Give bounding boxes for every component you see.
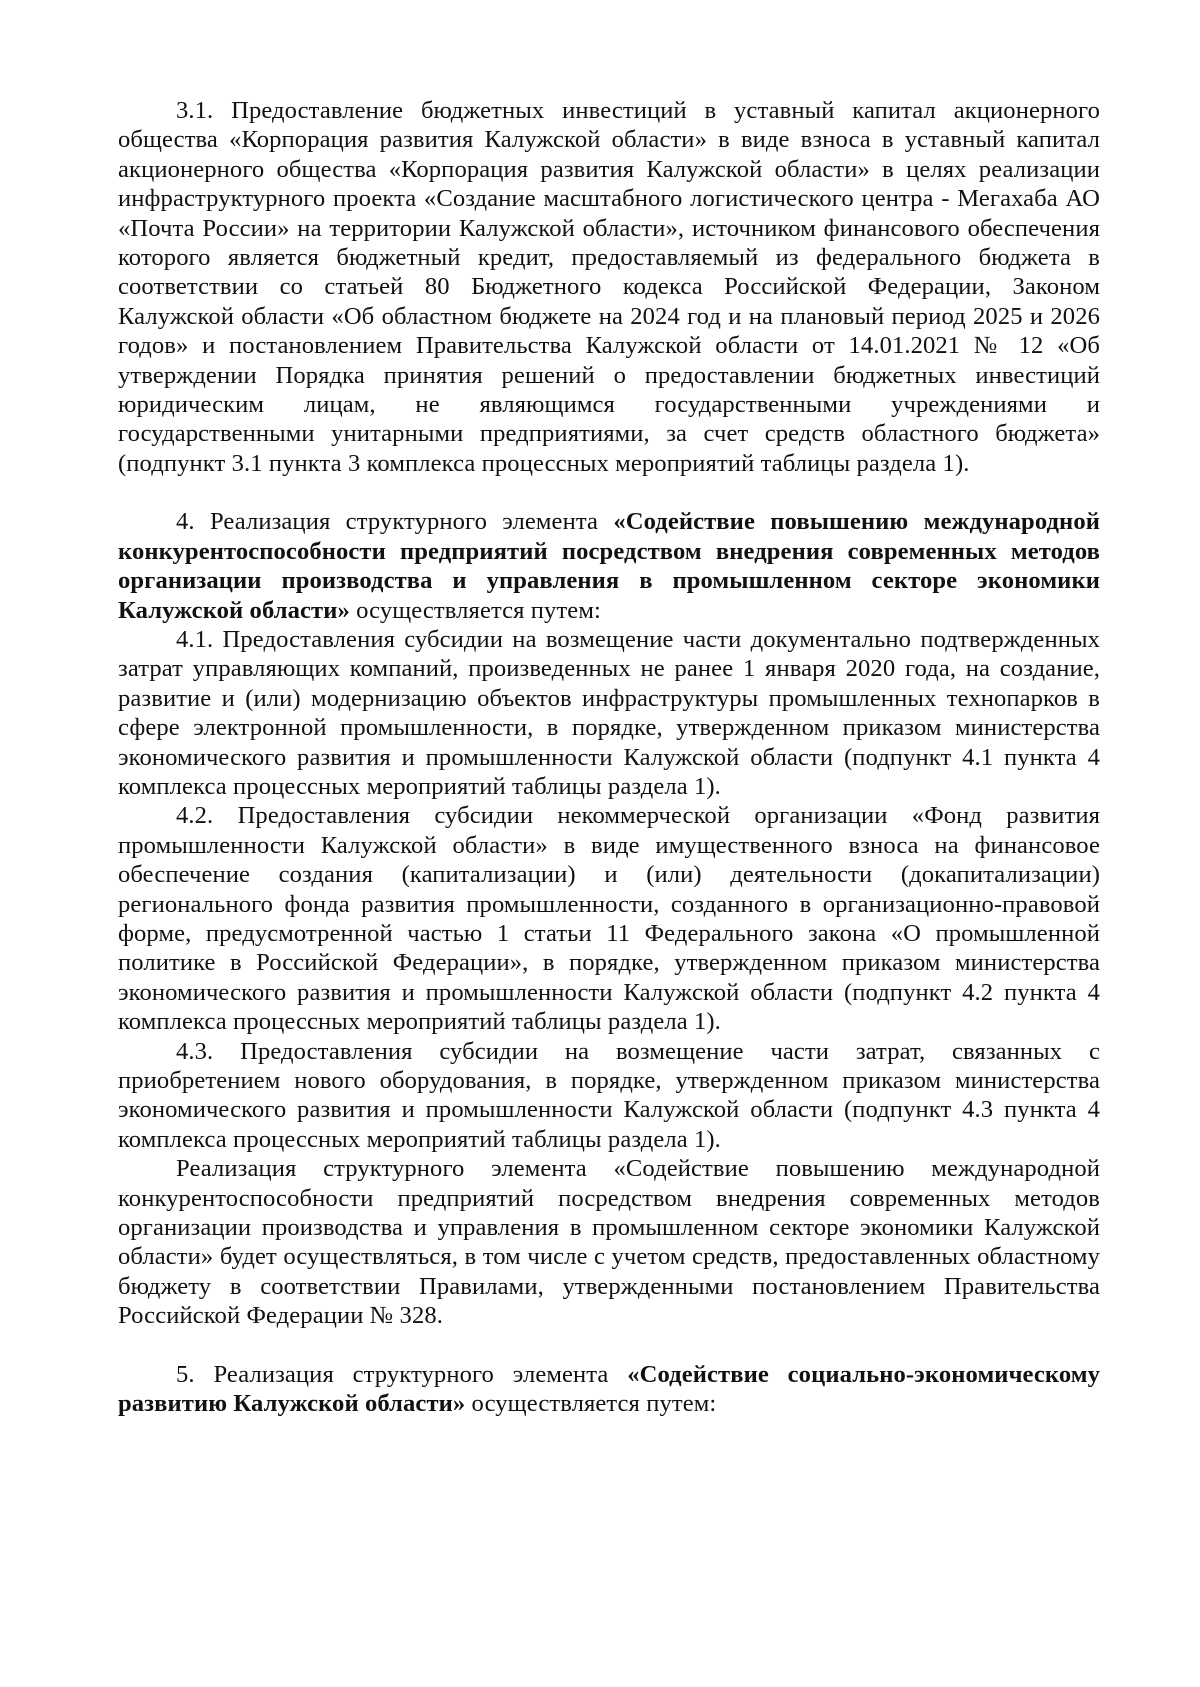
paragraph-3-1: 3.1. Предоставление бюджетных инвестиций в уставный капитал акционерного общества «Корпорация развития Калужской области» в виде взноса в уставный капитал акционерного общества «Корпорация развития Калужской области» в целях реализации инфраструктурного проекта «Создание масштабного логистического центра - Мегахаба АО «Почта России» на территории Калужской области», источником финансового обеспечения которого является бюджетный кредит, предоставляемый из федерального бюджета в соответствии со статьей 80 Бюджетного кодекса Российской Федерации, Законом Калужской области «Об областном бюджете на 2024 год и на плановый период 2025 и 2026 годов» и постановлением Правительства Калужской области от 14.01.2021 № 12 «Об утверждении Порядка принятия решений о предоставлении бюджетных инвестиций юридическим лицам, не являющимся государственными учреждениями и государственными унитарными предприятиями, за счет средств областного бюджета» (подпункт 3.1 пункта 3 комплекса процессных мероприятий таблицы раздела 1). <box>118 97 1100 477</box>
section-5-tail: осуществляется путем: <box>465 1390 717 1418</box>
section-5-title: «Содействие социально-экономическому развитию Калужской области» <box>118 1360 1101 1418</box>
section-4-title: «Содействие повышению международной конкурентоспособности предприятий посредством внедрения современных методов организации производства и управления в промышленном секторе экономики Калужской области» <box>118 508 1100 624</box>
paragraph-4-3: 4.3. Предоставления субсидии на возмещение части затрат, связанных с приобретением нового оборудования, в порядке, утвержденном приказом министерства экономического развития и промышленности Калужской области (подпункт 4.3 пункта 4 комплекса процессных мероприятий таблицы раздела 1). <box>118 1037 1100 1153</box>
paragraph-4-note: Реализация структурного элемента «Содействие повышению международной конкурентоспособности предприятий посредством внедрения современных методов организации производства и управления в промышленном секторе экономики Калужской области» будет осуществляться, в том числе с учетом средств, предоставленных областному бюджету в соответствии Правилами, утвержденными постановлением Правительства Российской Федерации № 328. <box>118 1155 1100 1330</box>
section-5-number: 5. <box>176 1360 195 1388</box>
paragraph-4-2: 4.2. Предоставления субсидии некоммерческой организации «Фонд развития промышленности Калужской области» в виде имущественного взноса на финансовое обеспечение создания (капитализации) и (или) деятельности (докапитализации) регионального фонда развития промышленности, созданного в организационно-правовой форме, предусмотренной частью 1 статьи 11 Федерального закона «О промышленной политике в Российской Федерации», в порядке, утвержденном приказом министерства экономического развития и промышленности Калужской области (подпункт 4.2 пункта 4 комплекса процессных мероприятий таблицы раздела 1). <box>118 802 1100 1036</box>
document-page <box>118 96 1100 1418</box>
paragraph-4-1: 4.1. Предоставления субсидии на возмещение части документально подтвержденных затрат управляющих компаний, произведенных не ранее 1 января 2020 года, на создание, развитие и (или) модернизацию объектов инфраструктуры промышленных технопарков в сфере электронной промышленности, в порядке, утвержденном приказом министерства экономического развития и промышленности Калужской области (подпункт 4.1 пункта 4 комплекса процессных мероприятий таблицы раздела 1). <box>118 625 1100 800</box>
section-4-heading <box>118 507 1100 625</box>
section-4-number: 4. <box>176 508 195 536</box>
section-5-heading <box>118 1360 1100 1419</box>
section-4-lead: Реализация структурного элемента <box>209 508 614 536</box>
section-4-tail: осуществляется путем: <box>349 596 601 624</box>
section-5-lead: Реализация структурного элемента <box>213 1360 628 1388</box>
